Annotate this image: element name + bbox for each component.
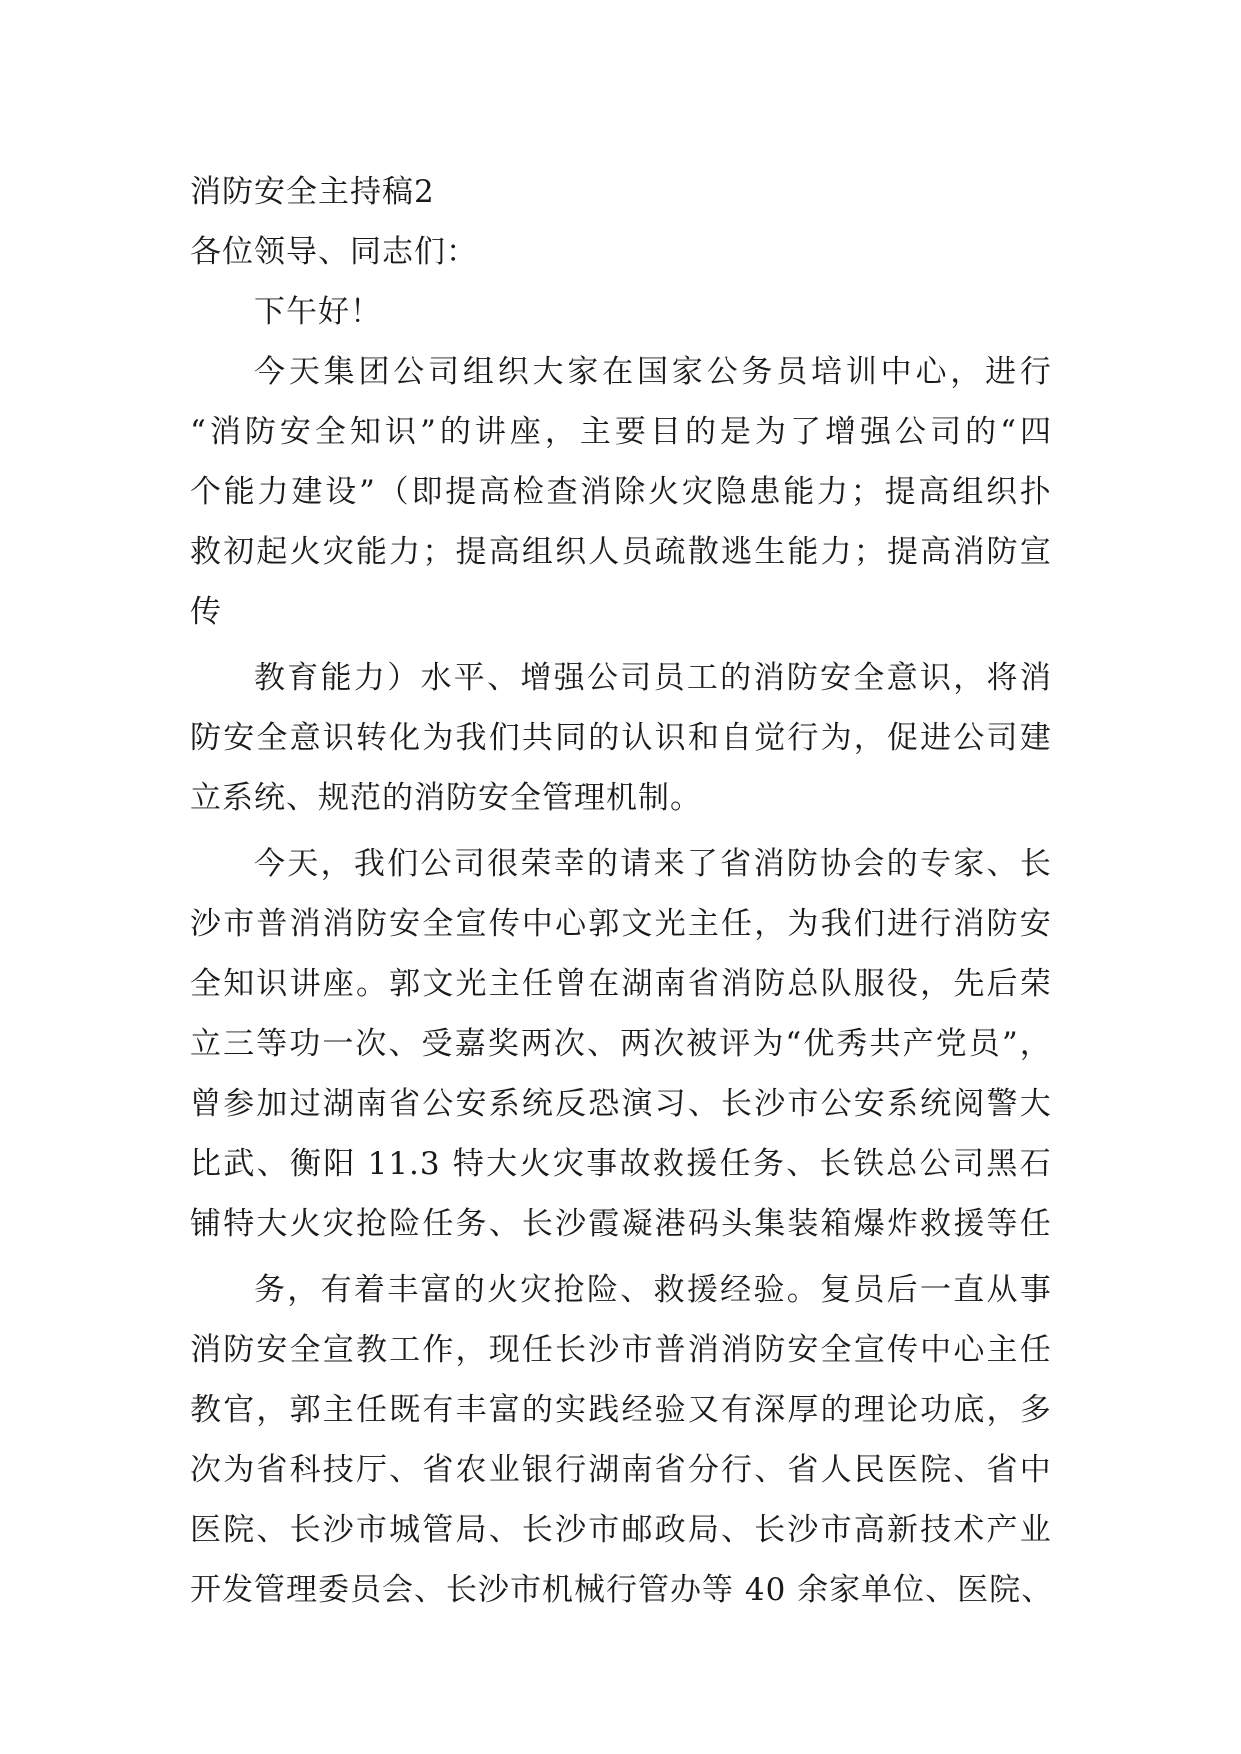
text-line: 教 官 ， 郭 主 任 既 有 丰 富 的 实 践 经 验 又 有 深 厚 的 理 论 功 底 ， 多	[190, 1392, 1052, 1428]
document-body	[190, 162, 1058, 1620]
paragraph-lines	[190, 222, 1058, 1620]
text-line: 次 为 省 科 技 厅 、 省 农 业 银 行 湖 南 省 分 行 、 省 人 民 医 院 、 省 中	[190, 1452, 1052, 1488]
text-line: 救 初 起 火 灾 能 力 ； 提 高 组 织 人 员 疏 散 逃 生 能 力 ； 提 高 消 防 宣	[190, 534, 1052, 570]
text-line: 立系统、规范的消防安全管理机制。	[190, 780, 702, 816]
text-line: 铺 特 大 火 灾 抢 险 任 务 、 长 沙 霞 凝 港 码 头 集 装 箱 爆 炸 救 援 等 任	[190, 1206, 1052, 1242]
text-line: 传	[190, 594, 222, 630]
text-line: 今 天 ， 我 们 公 司 很 荣 幸 的 请 来 了 省 消 防 协 会 的 专 家 、 长	[254, 846, 1052, 882]
text-line: 立 三 等 功 一 次 、 受 嘉 奖 两 次 、 两 次 被 评 为 “ 优 秀 共 产 党 员 ” ，	[190, 1026, 1052, 1062]
text-line: 今 天 集 团 公 司 组 织 大 家 在 国 家 公 务 员 培 训 中 心 ， 进 行	[254, 354, 1052, 390]
text-line: 务 ， 有 着 丰 富 的 火 灾 抢 险 、 救 援 经 验 。 复 员 后 一 直 从 事	[254, 1272, 1052, 1308]
text-line: “ 消 防 安 全 知 识 ” 的 讲 座 ， 主 要 目 的 是 为 了 增 强 公 司 的 “ 四	[190, 414, 1052, 450]
text-line: 下午好！	[254, 294, 382, 330]
text-line: 各位领导、同志们：	[190, 234, 478, 270]
document-title: 消防安全主持稿2	[190, 174, 435, 210]
text-line: 沙 市 普 消 消 防 安 全 宣 传 中 心 郭 文 光 主 任 ， 为 我 们 进 行 消 防 安	[190, 906, 1052, 942]
text-line: 医 院 、 长 沙 市 城 管 局 、 长 沙 市 邮 政 局 、 长 沙 市 高 新 技 术 产 业	[190, 1512, 1052, 1548]
text-line: 比 武 、 衡 阳 11.3 特 大 火 灾 事 故 救 援 任 务 、 长 铁 总 公 司 黑 石	[190, 1146, 1052, 1182]
text-line: 曾 参 加 过 湖 南 省 公 安 系 统 反 恐 演 习 、 长 沙 市 公 安 系 统 阅 警 大	[190, 1086, 1052, 1122]
text-line: 防 安 全 意 识 转 化 为 我 们 共 同 的 认 识 和 自 觉 行 为 ， 促 进 公 司 建	[190, 720, 1052, 756]
text-line: 消 防 安 全 宣 教 工 作 ， 现 任 长 沙 市 普 消 消 防 安 全 宣 传 中 心 主 任	[190, 1332, 1052, 1368]
text-line: 教 育 能 力 ） 水 平 、 增 强 公 司 员 工 的 消 防 安 全 意 识 ， 将 消	[254, 660, 1052, 696]
text-line: 开 发 管 理 委 员 会 、 长 沙 市 机 械 行 管 办 等 40 余 家 单 位 、 医 院 、	[190, 1572, 1054, 1608]
text-line: 个 能 力 建 设 ” （ 即 提 高 检 查 消 除 火 灾 隐 患 能 力 ； 提 高 组 织 扑	[190, 474, 1052, 510]
text-line: 全 知 识 讲 座 。 郭 文 光 主 任 曾 在 湖 南 省 消 防 总 队 服 役 ， 先 后 荣	[190, 966, 1052, 1002]
